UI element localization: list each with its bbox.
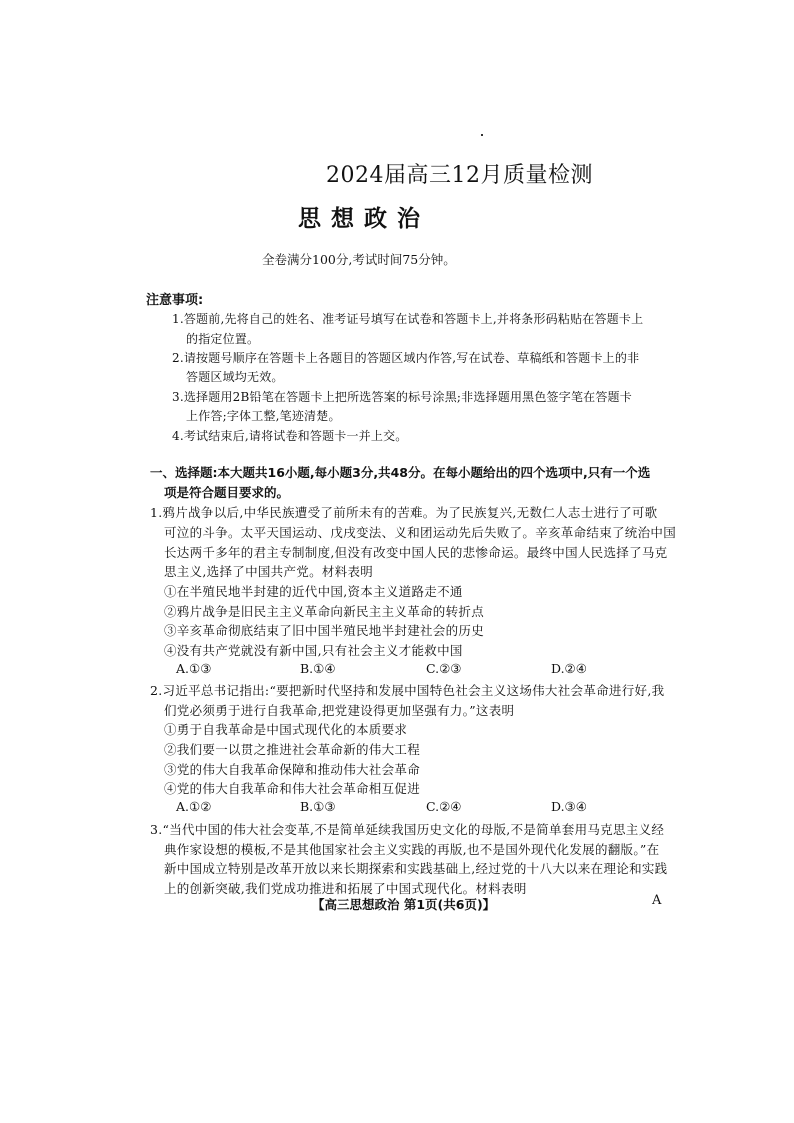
question-1-item: ③辛亥革命彻底结束了旧中国半殖民地半封建社会的历史	[164, 623, 485, 638]
scan-speck	[481, 134, 483, 136]
notice-line: 3.选择题用2B铅笔在答题卡上把所选答案的标号涂黑;非选择题用黑色签字笔在答题卡	[172, 390, 632, 404]
score-time-note: 全卷满分100分,考试时间75分钟。	[262, 252, 456, 267]
question-1-item: ①在半殖民地半封建的近代中国,资本主义道路走不通	[164, 584, 463, 599]
question-2-item: ②我们要一以贯之推进社会革命新的伟大工程	[164, 742, 421, 757]
question-1-option-b: B.①④	[300, 661, 336, 676]
section-heading: 一、选择题:本大题共16小题,每小题3分,共48分。在每小题给出的四个选项中,只有一个选	[150, 465, 651, 480]
notice-line: 的指定位置。	[186, 332, 260, 346]
question-2-item: ④党的伟大自我革命和伟大社会革命相互促进	[164, 781, 421, 796]
notice-line: 答题区域均无效。	[186, 370, 284, 384]
question-2-stem: 们党必须勇于进行自我革命,把党建设得更加坚强有力。”这表明	[164, 703, 515, 718]
question-1-stem: 可泣的斗争。太平天国运动、戊戌变法、义和团运动先后失败了。辛亥革命结束了统治中国	[164, 525, 677, 540]
question-1-item: ②鸦片战争是旧民主主义革命向新民主主义革命的转折点	[164, 604, 485, 619]
question-2-option-c: C.②④	[426, 799, 462, 814]
notice-line: 上作答;字体工整,笔迹清楚。	[186, 409, 341, 423]
question-2-item: ①勇于自我革命是中国式现代化的本质要求	[164, 722, 408, 737]
exam-title: 2024届高三12月质量检测	[326, 163, 593, 188]
notice-line: 4.考试结束后,请将试卷和答题卡一并上交。	[172, 429, 408, 443]
question-2-stem: 2.习近平总书记指出:“要把新时代坚持和发展中国特色社会主义这场伟大社会革命进行好,我	[150, 683, 665, 698]
notice-line: 2.请按题号顺序在答题卡上各题目的答题区域内作答,写在试卷、草稿纸和答题卡上的非	[172, 351, 640, 365]
notice-heading: 注意事项:	[146, 293, 204, 308]
question-1-stem: 1.鸦片战争以后,中华民族遭受了前所未有的苦难。为了民族复兴,无数仁人志士进行了可歌	[150, 505, 658, 520]
question-1-option-d: D.②④	[551, 661, 587, 676]
question-2-option-a: A.①②	[176, 799, 212, 814]
question-3-stem: 典作家设想的模板,不是其他国家社会主义实践的再版,也不是国外现代化发展的翻版。”在	[164, 842, 660, 857]
question-2-option-b: B.①③	[300, 799, 336, 814]
page-footer: 【高三思想政治 第1页(共6页)】	[312, 897, 496, 912]
subject-title: 思想政治	[298, 206, 430, 232]
paper-version: A	[652, 893, 662, 908]
notice-line: 1.答题前,先将自己的姓名、准考证号填写在试卷和答题卡上,并将条形码粘贴在答题卡上	[172, 312, 644, 326]
question-1-stem: 思主义,选择了中国共产党。材料表明	[164, 564, 374, 579]
question-2-item: ③党的伟大自我革命保障和推动伟大社会革命	[164, 762, 421, 777]
question-1-option-c: C.②③	[426, 661, 462, 676]
question-1-item: ④没有共产党就没有新中国,只有社会主义才能救中国	[164, 643, 463, 658]
section-heading-cont: 项是符合题目要求的。	[164, 485, 290, 500]
question-3-stem: 上的创新突破,我们党成功推进和拓展了中国式现代化。材料表明	[164, 881, 527, 896]
question-2-option-d: D.③④	[551, 799, 587, 814]
question-1-stem: 长达两千多年的君主专制制度,但没有改变中国人民的悲惨命运。最终中国人民选择了马克	[164, 545, 668, 560]
question-3-stem: 新中国成立特别是改革开放以来长期探索和实践基础上,经过党的十八大以来在理论和实践	[164, 861, 668, 876]
question-3-stem: 3.“当代中国的伟大社会变革,不是简单延续我国历史文化的母版,不是简单套用马克思主义经	[150, 822, 665, 837]
question-1-option-a: A.①③	[176, 661, 212, 676]
